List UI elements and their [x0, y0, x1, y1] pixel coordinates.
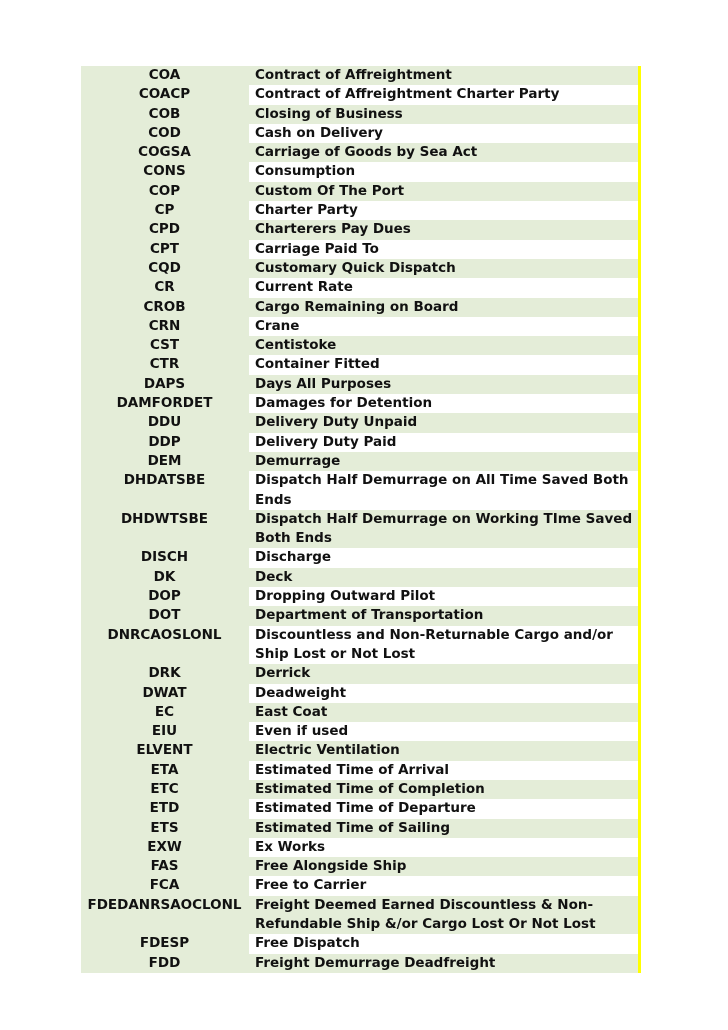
table-row [81, 896, 638, 935]
abbreviation-cell: CPT [81, 240, 248, 259]
table-row [81, 201, 638, 220]
definition-cell: Freight Demurrage Deadfreight [249, 954, 638, 973]
table-row [81, 684, 638, 703]
table-row [81, 375, 638, 394]
definition-cell: Estimated Time of Sailing [249, 819, 638, 838]
definition-cell: Estimated Time of Departure [249, 799, 638, 818]
definition-cell: Discharge [249, 548, 638, 567]
definition-cell: Customary Quick Dispatch [249, 259, 638, 278]
definition-cell: Free to Carrier [249, 876, 638, 895]
abbreviation-cell: DAPS [81, 375, 248, 394]
table-row [81, 336, 638, 355]
definition-cell: Crane [249, 317, 638, 336]
definition-cell: Free Alongside Ship [249, 857, 638, 876]
abbreviation-cell: CONS [81, 162, 248, 181]
abbreviation-cell: FDEDANRSAOCLONL [81, 896, 248, 935]
definition-cell: Ex Works [249, 838, 638, 857]
table-row [81, 220, 638, 239]
definition-cell: Deck [249, 568, 638, 587]
abbreviation-cell: CROB [81, 298, 248, 317]
table-row [81, 433, 638, 452]
abbreviation-cell: DRK [81, 664, 248, 683]
table-row [81, 143, 638, 162]
definition-cell: Current Rate [249, 278, 638, 297]
abbreviation-cell: DHDWTSBE [81, 510, 248, 549]
abbreviation-cell: FCA [81, 876, 248, 895]
abbreviation-cell: DHDATSBE [81, 471, 248, 510]
definition-cell: Days All Purposes [249, 375, 638, 394]
abbreviation-cell: DWAT [81, 684, 248, 703]
abbreviation-cell: DOP [81, 587, 248, 606]
table-row [81, 799, 638, 818]
definition-cell: Freight Deemed Earned Discountless & Non-Refundable Ship &/or Cargo Lost Or Not Lost [249, 896, 638, 935]
table-row [81, 240, 638, 259]
definition-cell: Free Dispatch [249, 934, 638, 953]
abbreviation-cell: CQD [81, 259, 248, 278]
abbreviation-cell: DISCH [81, 548, 248, 567]
definition-cell: Deadweight [249, 684, 638, 703]
definition-cell: Derrick [249, 664, 638, 683]
definition-cell: Carriage Paid To [249, 240, 638, 259]
abbreviation-cell: DNRCAOSLONL [81, 626, 248, 665]
abbreviation-cell: COA [81, 66, 248, 85]
table-row [81, 954, 638, 973]
table-row [81, 413, 638, 432]
abbreviation-cell: EC [81, 703, 248, 722]
abbreviation-cell: ETS [81, 819, 248, 838]
definition-cell: Centistoke [249, 336, 638, 355]
abbreviation-cell: ETA [81, 761, 248, 780]
abbreviation-cell: CTR [81, 355, 248, 374]
definition-cell: Cargo Remaining on Board [249, 298, 638, 317]
table-row [81, 761, 638, 780]
table-row [81, 278, 638, 297]
glossary-table [81, 66, 641, 973]
definition-cell: Discountless and Non-Returnable Cargo and/or Ship Lost or Not Lost [249, 626, 638, 665]
definition-cell: Charterers Pay Dues [249, 220, 638, 239]
abbreviation-cell: COACP [81, 85, 248, 104]
abbreviation-cell: DDU [81, 413, 248, 432]
table-row [81, 857, 638, 876]
definition-cell: Contract of Affreightment Charter Party [249, 85, 638, 104]
table-row [81, 317, 638, 336]
definition-cell: Estimated Time of Completion [249, 780, 638, 799]
abbreviation-cell: DEM [81, 452, 248, 471]
abbreviation-cell: CP [81, 201, 248, 220]
abbreviation-cell: COD [81, 124, 248, 143]
definition-cell: Dropping Outward Pilot [249, 587, 638, 606]
table-row [81, 471, 638, 510]
table-row [81, 819, 638, 838]
abbreviation-cell: COGSA [81, 143, 248, 162]
abbreviation-cell: CST [81, 336, 248, 355]
table-row [81, 66, 638, 85]
table-row [81, 124, 638, 143]
definition-cell: Consumption [249, 162, 638, 181]
table-row [81, 568, 638, 587]
table-row [81, 182, 638, 201]
abbreviation-cell: ETC [81, 780, 248, 799]
definition-cell: Electric Ventilation [249, 741, 638, 760]
definition-cell: Department of Transportation [249, 606, 638, 625]
table-row [81, 606, 638, 625]
abbreviation-cell: DOT [81, 606, 248, 625]
abbreviation-cell: COP [81, 182, 248, 201]
abbreviation-cell: DDP [81, 433, 248, 452]
definition-cell: Delivery Duty Unpaid [249, 413, 638, 432]
definition-cell: Custom Of The Port [249, 182, 638, 201]
definition-cell: Dispatch Half Demurrage on All Time Saved Both Ends [249, 471, 638, 510]
abbreviation-cell: EXW [81, 838, 248, 857]
table-row [81, 703, 638, 722]
table-row [81, 85, 638, 104]
table-row [81, 548, 638, 567]
abbreviation-cell: CR [81, 278, 248, 297]
table-row [81, 934, 638, 953]
definition-cell: East Coat [249, 703, 638, 722]
definition-cell: Cash on Delivery [249, 124, 638, 143]
table-row [81, 452, 638, 471]
table-row [81, 838, 638, 857]
table-row [81, 626, 638, 665]
definition-cell: Even if used [249, 722, 638, 741]
definition-cell: Dispatch Half Demurrage on Working TIme Saved Both Ends [249, 510, 638, 549]
table-row [81, 510, 638, 549]
definition-cell: Estimated Time of Arrival [249, 761, 638, 780]
table-row [81, 722, 638, 741]
abbreviation-cell: FDESP [81, 934, 248, 953]
table-row [81, 355, 638, 374]
abbreviation-cell: CPD [81, 220, 248, 239]
abbreviation-cell: COB [81, 105, 248, 124]
definition-cell: Delivery Duty Paid [249, 433, 638, 452]
table-row [81, 741, 638, 760]
definition-cell: Demurrage [249, 452, 638, 471]
abbreviation-cell: FAS [81, 857, 248, 876]
definition-cell: Container Fitted [249, 355, 638, 374]
abbreviation-cell: ETD [81, 799, 248, 818]
abbreviation-cell: FDD [81, 954, 248, 973]
table-row [81, 394, 638, 413]
table-row [81, 105, 638, 124]
abbreviation-cell: ELVENT [81, 741, 248, 760]
abbreviation-cell: EIU [81, 722, 248, 741]
table-row [81, 162, 638, 181]
table-row [81, 780, 638, 799]
definition-cell: Charter Party [249, 201, 638, 220]
table-row [81, 587, 638, 606]
table-row [81, 876, 638, 895]
abbreviation-cell: DAMFORDET [81, 394, 248, 413]
table-row [81, 259, 638, 278]
definition-cell: Contract of Affreightment [249, 66, 638, 85]
definition-cell: Damages for Detention [249, 394, 638, 413]
table-row [81, 664, 638, 683]
table-row [81, 298, 638, 317]
abbreviation-cell: DK [81, 568, 248, 587]
definition-cell: Closing of Business [249, 105, 638, 124]
abbreviation-cell: CRN [81, 317, 248, 336]
definition-cell: Carriage of Goods by Sea Act [249, 143, 638, 162]
